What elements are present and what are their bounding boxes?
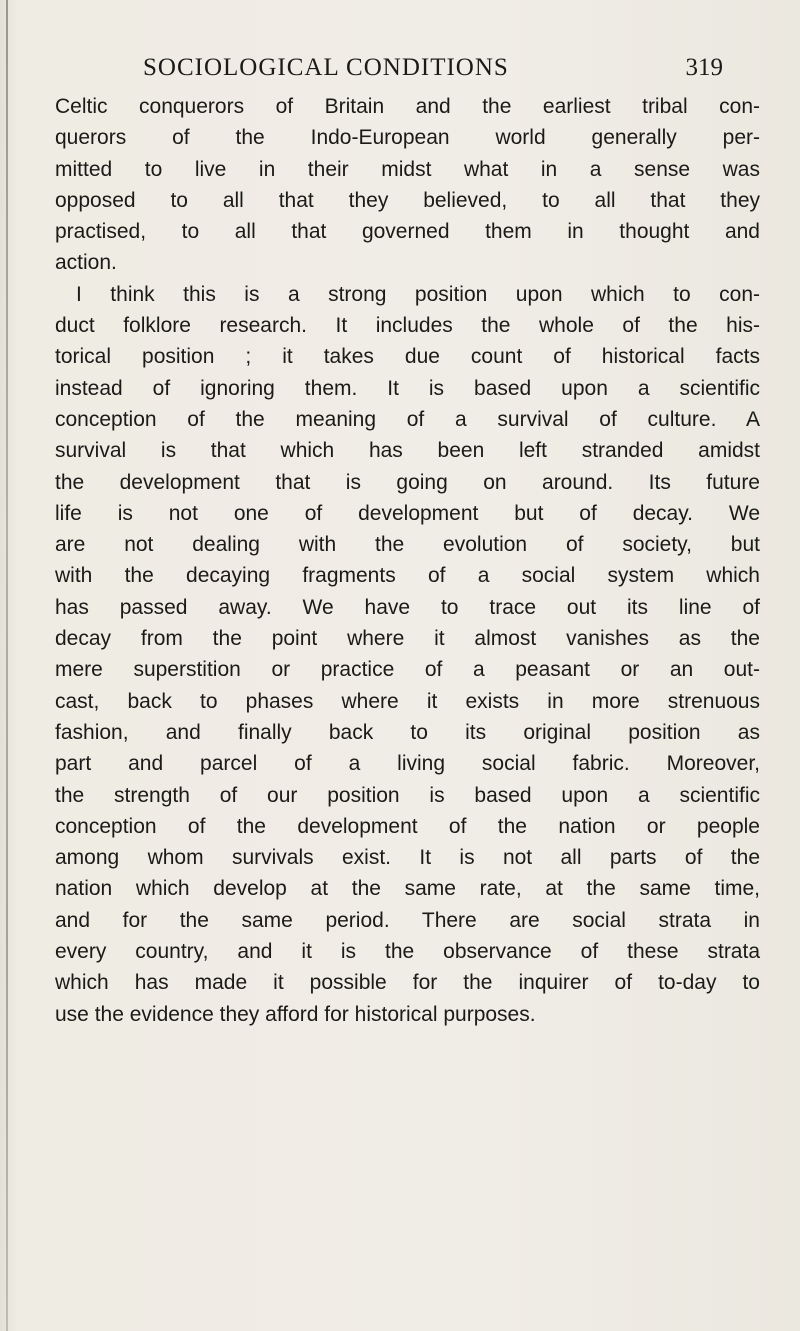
text-line: Celtic conquerors of Britain and the earliest tribal con- xyxy=(55,95,760,118)
text-line: among whom survivals exist. It is not all parts of the xyxy=(55,846,760,870)
text-line: torical position ; it takes due count of historical facts xyxy=(55,345,760,369)
text-line: conception of the development of the nation or people xyxy=(55,814,760,838)
text-line: I think this is a strong position upon which to con- xyxy=(76,282,760,306)
text-line: every country, and it is the observance of these strata xyxy=(55,940,760,964)
text-line: action. xyxy=(55,251,117,275)
page-gutter-shadow xyxy=(6,0,8,1331)
text-line: practised, to all that governed them in thought and xyxy=(55,220,760,244)
text-line: which has made it possible for the inquirer of to-day to xyxy=(55,971,760,995)
page-number: 319 xyxy=(685,54,723,81)
text-line: duct folklore research. It includes the whole of the his- xyxy=(55,314,760,338)
text-line: with the decaying fragments of a social system which xyxy=(55,564,760,588)
text-line: querors of the Indo-European world generally per- xyxy=(55,126,760,150)
text-line: and for the same period. There are social strata in xyxy=(55,908,760,932)
text-line: fashion, and finally back to its original position as xyxy=(55,720,760,744)
page-header xyxy=(55,48,753,88)
text-line: are not dealing with the evolution of society, but xyxy=(55,533,760,557)
text-line: instead of ignoring them. It is based upon a scientific xyxy=(55,376,760,400)
text-line: part and parcel of a living social fabric. Moreover, xyxy=(55,752,760,776)
text-line: nation which develop at the same rate, at the same time, xyxy=(55,877,760,901)
text-line: use the evidence they afford for historical purposes. xyxy=(55,1002,536,1026)
text-line: conception of the meaning of a survival of culture. A xyxy=(55,407,760,431)
text-line: mitted to live in their midst what in a sense was xyxy=(55,157,760,181)
text-line: opposed to all that they believed, to all that they xyxy=(55,188,760,212)
text-line: survival is that which has been left stranded amidst xyxy=(55,439,760,463)
text-line: the strength of our position is based upon a scientific xyxy=(55,783,760,807)
body-text xyxy=(55,91,760,1030)
text-line: decay from the point where it almost vanishes as the xyxy=(55,627,760,651)
text-line: mere superstition or practice of a peasant or an out- xyxy=(55,658,760,682)
text-line: cast, back to phases where it exists in more strenuous xyxy=(55,689,760,713)
text-line: life is not one of development but of decay. We xyxy=(55,501,760,525)
text-line: the development that is going on around. Its future xyxy=(55,470,760,494)
text-line: has passed away. We have to trace out its line of xyxy=(55,595,760,619)
running-head: SOCIOLOGICAL CONDITIONS xyxy=(143,54,509,81)
